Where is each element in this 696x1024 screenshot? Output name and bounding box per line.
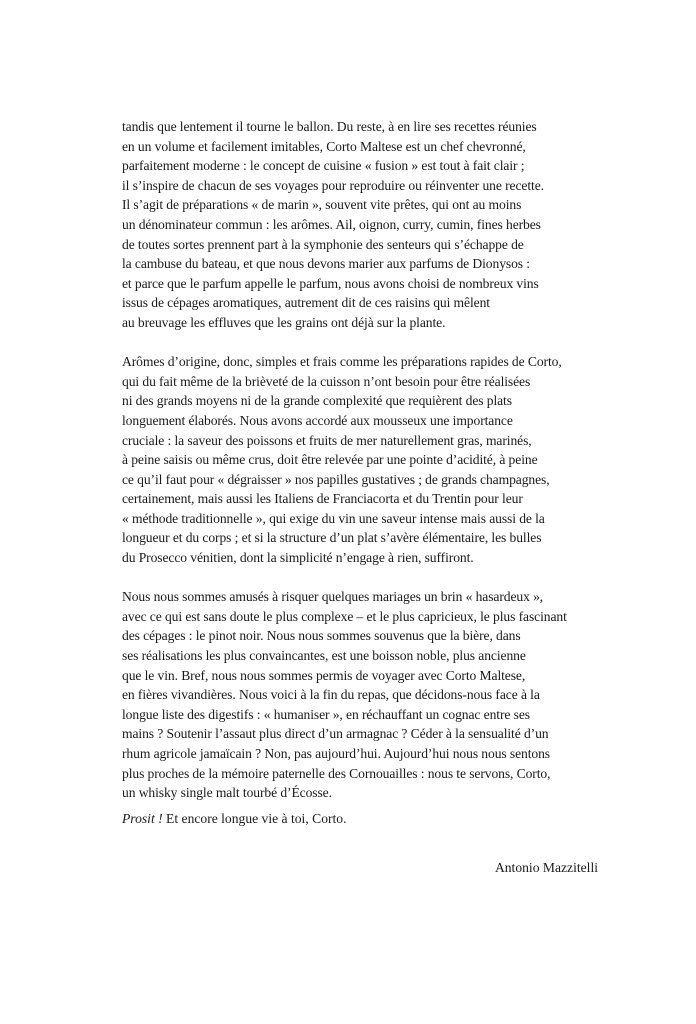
text-line: plus proches de la mémoire paternelle des Cornouailles : nous te servons, Corto, bbox=[122, 765, 551, 781]
closing-line bbox=[122, 809, 600, 829]
text-line: en fières vivandières. Nous voici à la fin du repas, que décidons-nous face à la bbox=[122, 687, 540, 703]
text-line: en un volume et facilement imitables, Corto Maltese est un chef chevronné, bbox=[122, 138, 526, 154]
text-line: cruciale : la saveur des poissons et fruits de mer naturellement gras, marinés, bbox=[122, 432, 532, 448]
text-line: Il s’agit de préparations « de marin », souvent vite prêtes, qui ont au moins bbox=[122, 197, 522, 213]
text-line: longue liste des digestifs : « humaniser », en réchauffant un cognac entre ses bbox=[122, 706, 530, 722]
text-line: longuement élaborés. Nous avons accordé aux mousseux une importance bbox=[122, 412, 513, 428]
text-line: ni des grands moyens ni de la grande complexité que requièrent des plats bbox=[122, 393, 512, 409]
text-line: que le vin. Bref, nous nous sommes permis de voyager avec Corto Maltese, bbox=[122, 667, 526, 683]
paragraph-1 bbox=[122, 117, 600, 333]
text-line: Nous nous sommes amusés à risquer quelques mariages un brin « hasardeux », bbox=[122, 589, 544, 605]
paragraph-spacer bbox=[122, 333, 600, 353]
text-line: des cépages : le pinot noir. Nous nous sommes souvenus que la bière, dans bbox=[122, 628, 521, 644]
text-line: et parce que le parfum appelle le parfum, nous avons choisi de nombreux vins bbox=[122, 275, 539, 291]
author-signature: Antonio Mazzitelli bbox=[494, 860, 598, 876]
text-line: un whisky single malt tourbé d’Écosse. bbox=[122, 785, 332, 801]
text-line: Arômes d’origine, donc, simples et frais comme les préparations rapides de Corto, bbox=[122, 354, 562, 370]
paragraph-spacer bbox=[122, 568, 600, 588]
document-body bbox=[122, 117, 600, 878]
text-line: parfaitement moderne : le concept de cuisine « fusion » est tout à fait clair ; bbox=[122, 158, 525, 174]
text-line: la cambuse du bateau, et que nous devons marier aux parfums de Dionysos : bbox=[122, 256, 530, 272]
closing-text: Et encore longue vie à toi, Corto. bbox=[162, 810, 347, 826]
text-line: il s’inspire de chacun de ses voyages pour reproduire ou réinventer une recette. bbox=[122, 177, 544, 193]
text-line: mains ? Soutenir l’assaut plus direct d’un armagnac ? Céder à la sensualité d’un bbox=[122, 726, 549, 742]
text-line: avec ce qui est sans doute le plus complexe – et le plus capricieux, le plus fascinant bbox=[122, 608, 567, 624]
text-line: ce qu’il faut pour « dégraisser » nos papilles gustatives ; de grands champagnes, bbox=[122, 471, 550, 487]
text-line: issus de cépages aromatiques, autrement dit de ces raisins qui mêlent bbox=[122, 295, 490, 311]
text-line: « méthode traditionnelle », qui exige du vin une saveur intense mais aussi de la bbox=[122, 510, 545, 526]
text-line: longueur et du corps ; et si la structure d’un plat s’avère élémentaire, les bulles bbox=[122, 530, 542, 546]
text-line: un dénominateur commun : les arômes. Ail, oignon, curry, cumin, fines herbes bbox=[122, 216, 541, 232]
paragraph-2 bbox=[122, 352, 600, 568]
text-line: à peine saisis ou même crus, doit être relevée par une pointe d’acidité, à peine bbox=[122, 452, 538, 468]
text-line: au breuvage les effluves que les grains ont déjà sur la plante. bbox=[122, 314, 446, 330]
text-line: de toutes sortes prennent part à la symphonie des senteurs qui s’échappe de bbox=[122, 236, 524, 252]
text-line: ses réalisations les plus convaincantes, est une boisson noble, plus ancienne bbox=[122, 648, 526, 664]
text-line: qui du fait même de la brièveté de la cuisson n’ont besoin pour être réalisées bbox=[122, 373, 531, 389]
text-line: certainement, mais aussi les Italiens de Franciacorta et du Trentin pour leur bbox=[122, 491, 523, 507]
paragraph-3 bbox=[122, 587, 600, 803]
text-line: rhum agricole jamaïcain ? Non, pas aujourd’hui. Aujourd’hui nous nous sentons bbox=[122, 746, 550, 761]
text-line: tandis que lentement il tourne le ballon. Du reste, à en lire ses recettes réunies bbox=[122, 119, 537, 134]
closing-italic: Prosit ! bbox=[122, 810, 163, 826]
text-line: du Prosecco vénitien, dont la simplicité n’engage à rien, suffiront. bbox=[122, 550, 474, 566]
